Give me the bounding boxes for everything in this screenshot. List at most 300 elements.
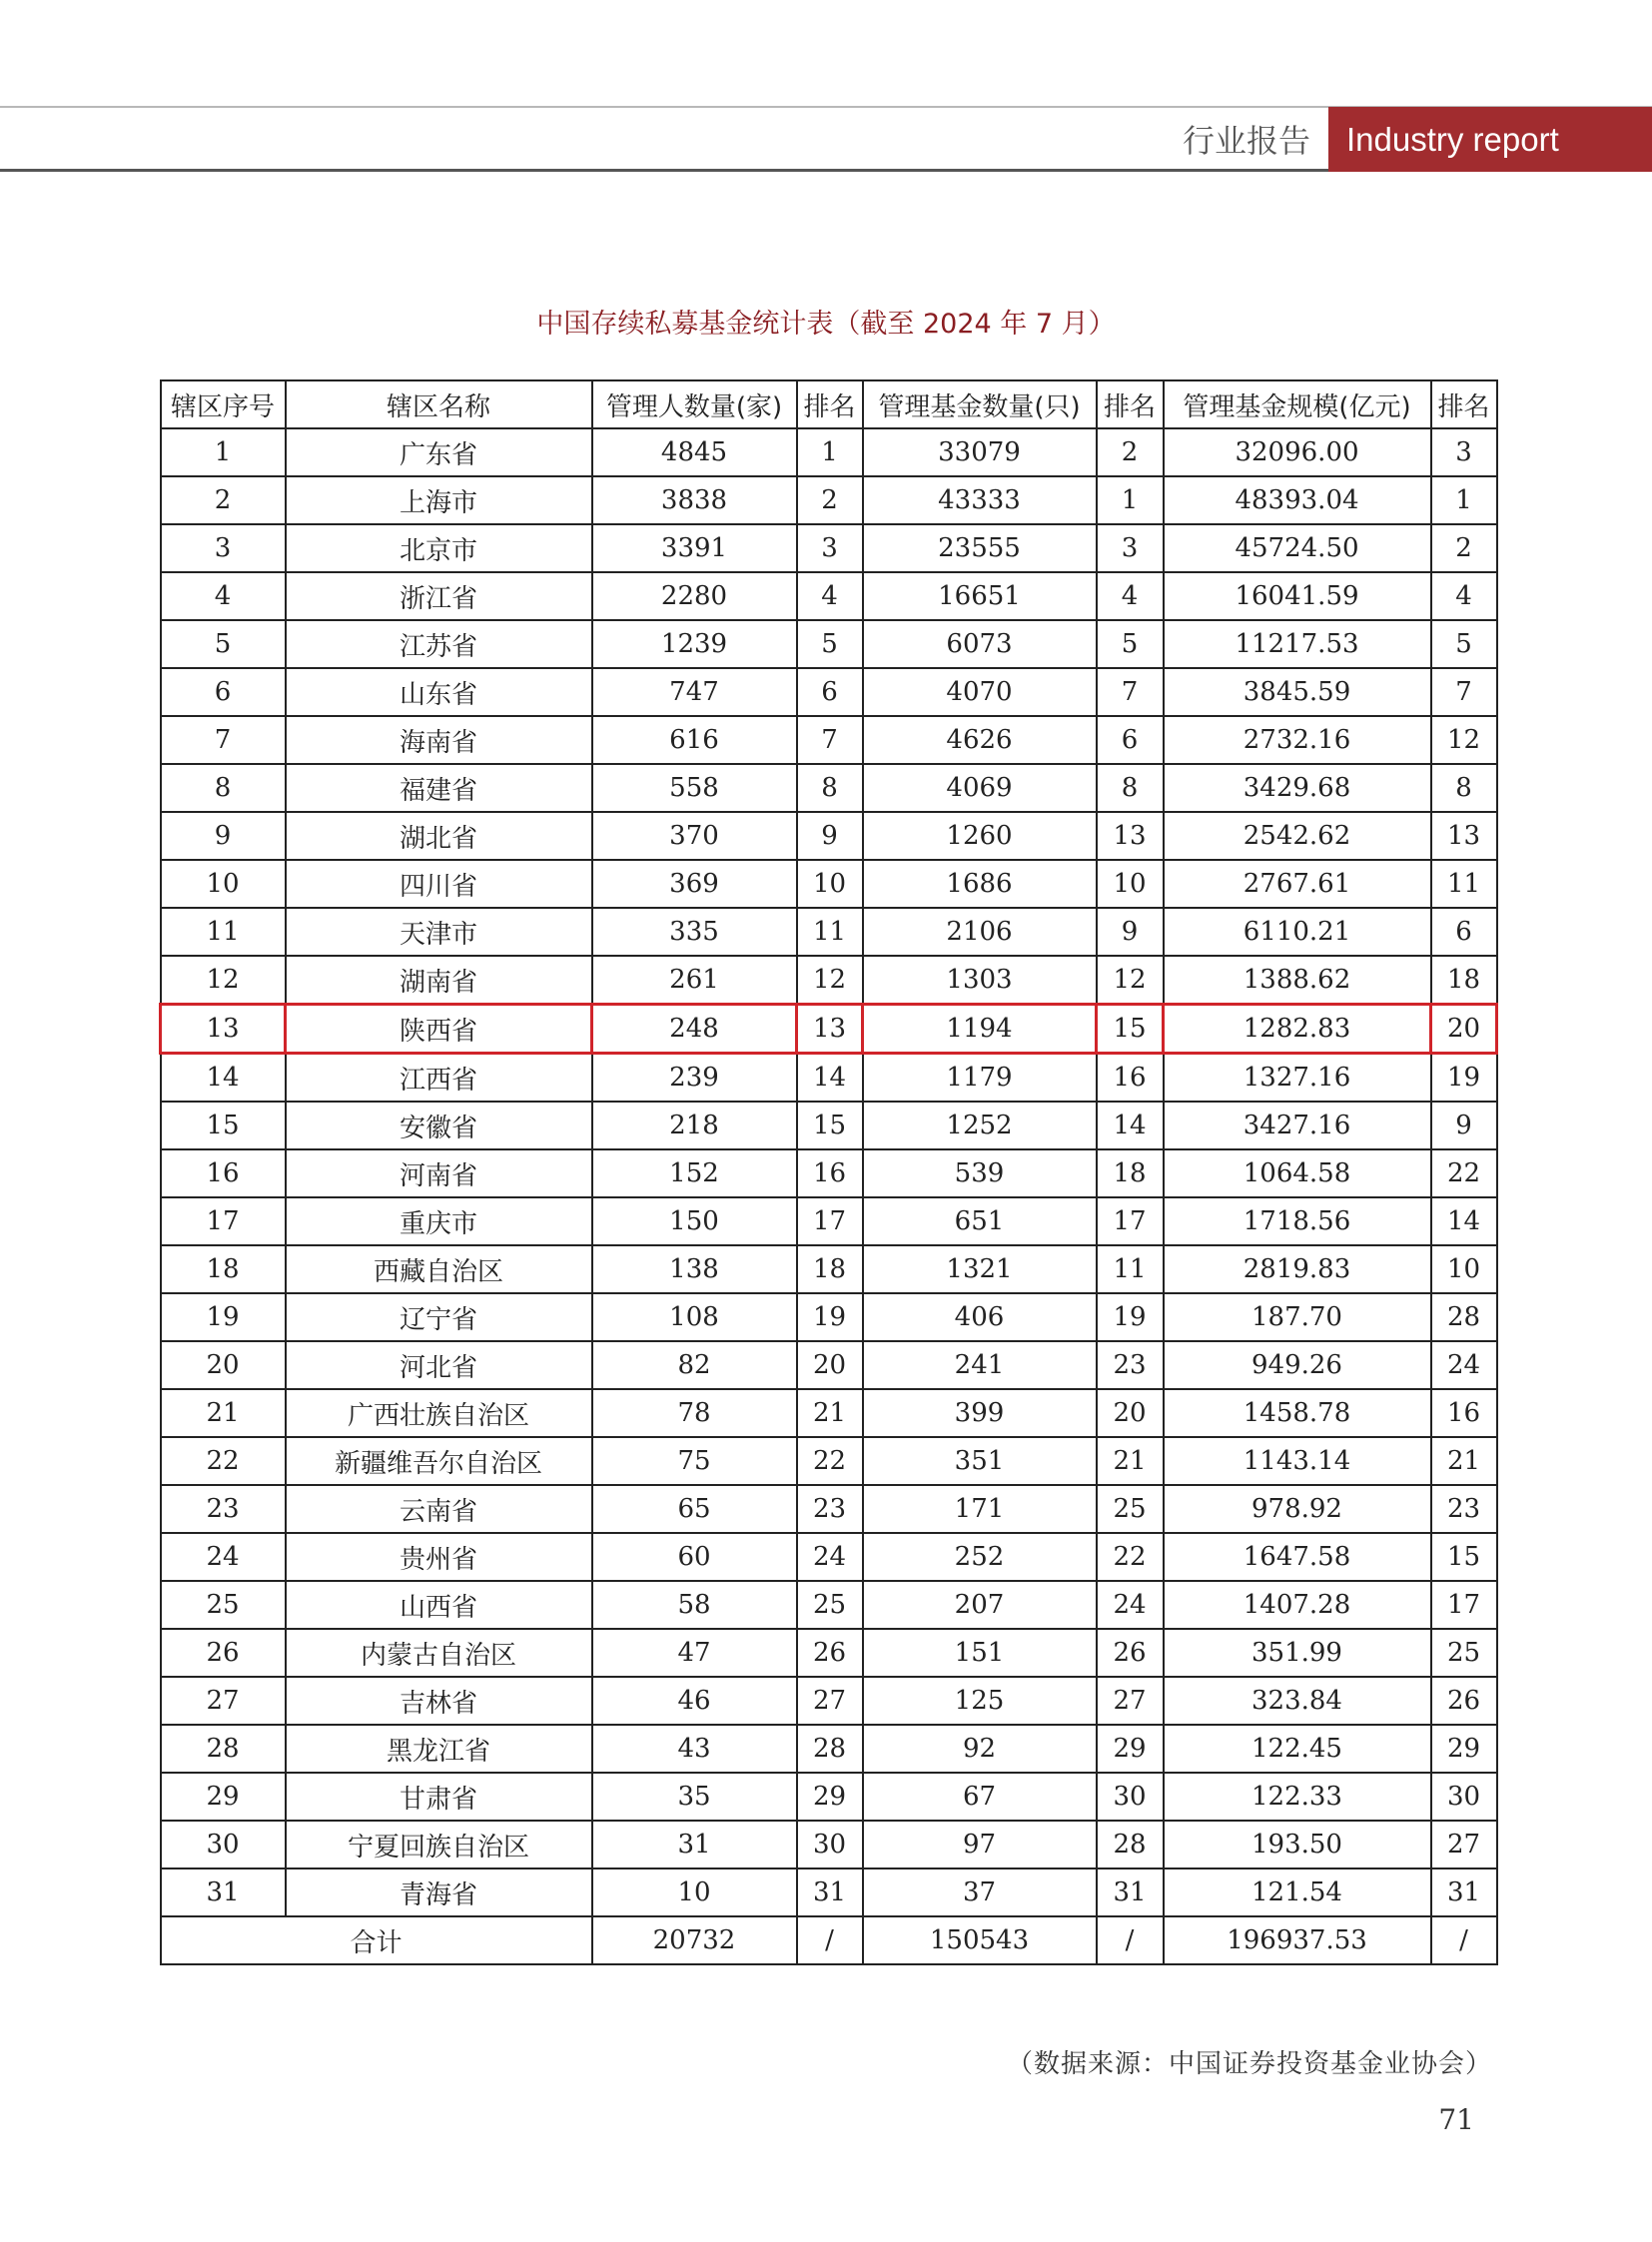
fund-rank-cell: 5 [1097, 620, 1164, 668]
fund-count-cell: 4626 [863, 716, 1097, 764]
manager-rank-cell: 14 [797, 1054, 863, 1103]
manager-count-cell: 152 [592, 1149, 797, 1197]
region-name-cell: 青海省 [286, 1868, 592, 1916]
table-row [161, 1533, 1497, 1581]
fund-rank-cell: 11 [1097, 1245, 1164, 1293]
manager-rank-cell: 12 [797, 956, 863, 1005]
manager-count-cell: 60 [592, 1533, 797, 1581]
table-row [161, 956, 1497, 1005]
manager-count-cell: 82 [592, 1341, 797, 1389]
manager-count-cell: 616 [592, 716, 797, 764]
region-number-cell: 15 [161, 1102, 286, 1149]
manager-rank-cell: 28 [797, 1725, 863, 1773]
region-number-cell: 26 [161, 1629, 286, 1677]
manager-rank-cell: 21 [797, 1389, 863, 1437]
total-managers: 20732 [592, 1916, 797, 1964]
fund-scale-cell: 16041.59 [1164, 572, 1431, 620]
fund-count-cell: 23555 [863, 524, 1097, 572]
fund-count-cell: 1179 [863, 1054, 1097, 1103]
region-number-cell: 13 [161, 1005, 286, 1054]
total-funds: 150543 [863, 1916, 1097, 1964]
scale-rank-cell: 30 [1431, 1773, 1497, 1821]
manager-count-cell: 138 [592, 1245, 797, 1293]
region-number-cell: 19 [161, 1293, 286, 1341]
manager-count-cell: 35 [592, 1773, 797, 1821]
region-name-cell: 新疆维吾尔自治区 [286, 1437, 592, 1485]
fund-scale-cell: 1064.58 [1164, 1149, 1431, 1197]
region-number-cell: 5 [161, 620, 286, 668]
table-row [161, 428, 1497, 476]
fund-rank-cell: 3 [1097, 524, 1164, 572]
manager-count-cell: 239 [592, 1054, 797, 1103]
region-name-cell: 黑龙江省 [286, 1725, 592, 1773]
manager-count-cell: 3838 [592, 476, 797, 524]
region-name-cell: 吉林省 [286, 1677, 592, 1725]
fund-scale-cell: 3427.16 [1164, 1102, 1431, 1149]
region-name-cell: 甘肃省 [286, 1773, 592, 1821]
region-name-cell: 安徽省 [286, 1102, 592, 1149]
table-row [161, 1102, 1497, 1149]
region-name-cell: 江苏省 [286, 620, 592, 668]
fund-scale-cell: 6110.21 [1164, 908, 1431, 956]
table-row [161, 620, 1497, 668]
region-name-cell: 四川省 [286, 860, 592, 908]
scale-rank-cell: 31 [1431, 1868, 1497, 1916]
fund-count-cell: 151 [863, 1629, 1097, 1677]
region-number-cell: 18 [161, 1245, 286, 1293]
manager-rank-cell: 10 [797, 860, 863, 908]
manager-count-cell: 4845 [592, 428, 797, 476]
section-label-en: Industry report [1328, 107, 1652, 172]
region-name-cell: 北京市 [286, 524, 592, 572]
fund-rank-cell: 31 [1097, 1868, 1164, 1916]
manager-rank-cell: 23 [797, 1485, 863, 1533]
fund-rank-cell: 6 [1097, 716, 1164, 764]
region-number-cell: 21 [161, 1389, 286, 1437]
region-number-cell: 16 [161, 1149, 286, 1197]
manager-count-cell: 46 [592, 1677, 797, 1725]
fund-rank-cell: 17 [1097, 1197, 1164, 1245]
fund-rank-cell: 20 [1097, 1389, 1164, 1437]
column-header: 辖区序号 [161, 380, 286, 428]
fund-rank-cell: 16 [1097, 1054, 1164, 1103]
fund-scale-cell: 122.45 [1164, 1725, 1431, 1773]
fund-count-cell: 4069 [863, 764, 1097, 812]
manager-rank-cell: 6 [797, 668, 863, 716]
manager-rank-cell: 3 [797, 524, 863, 572]
region-name-cell: 湖北省 [286, 812, 592, 860]
total-rank: / [1431, 1916, 1497, 1964]
region-name-cell: 贵州省 [286, 1533, 592, 1581]
region-number-cell: 4 [161, 572, 286, 620]
total-scale: 196937.53 [1164, 1916, 1431, 1964]
fund-scale-cell: 193.50 [1164, 1821, 1431, 1868]
fund-count-cell: 171 [863, 1485, 1097, 1533]
manager-count-cell: 335 [592, 908, 797, 956]
manager-count-cell: 10 [592, 1868, 797, 1916]
fund-rank-cell: 1 [1097, 476, 1164, 524]
scale-rank-cell: 4 [1431, 572, 1497, 620]
fund-count-cell: 37 [863, 1868, 1097, 1916]
manager-count-cell: 2280 [592, 572, 797, 620]
fund-rank-cell: 12 [1097, 956, 1164, 1005]
fund-scale-cell: 32096.00 [1164, 428, 1431, 476]
data-source-note: （数据来源：中国证券投资基金业协会） [1006, 2049, 1492, 2079]
manager-count-cell: 370 [592, 812, 797, 860]
fund-rank-cell: 4 [1097, 572, 1164, 620]
table-row [161, 908, 1497, 956]
fund-scale-cell: 323.84 [1164, 1677, 1431, 1725]
scale-rank-cell: 29 [1431, 1725, 1497, 1773]
table-row [161, 1821, 1497, 1868]
fund-rank-cell: 18 [1097, 1149, 1164, 1197]
table-row [161, 668, 1497, 716]
column-header: 辖区名称 [286, 380, 592, 428]
region-number-cell: 2 [161, 476, 286, 524]
fund-scale-cell: 2542.62 [1164, 812, 1431, 860]
fund-count-cell: 406 [863, 1293, 1097, 1341]
region-number-cell: 9 [161, 812, 286, 860]
table-row [161, 1054, 1497, 1103]
region-name-cell: 河北省 [286, 1341, 592, 1389]
column-header: 管理基金规模(亿元) [1164, 380, 1431, 428]
table-row [161, 1677, 1497, 1725]
manager-count-cell: 261 [592, 956, 797, 1005]
region-number-cell: 27 [161, 1677, 286, 1725]
region-number-cell: 11 [161, 908, 286, 956]
fund-count-cell: 97 [863, 1821, 1097, 1868]
fund-scale-cell: 978.92 [1164, 1485, 1431, 1533]
fund-scale-cell: 11217.53 [1164, 620, 1431, 668]
manager-rank-cell: 22 [797, 1437, 863, 1485]
table-row [161, 1149, 1497, 1197]
fund-count-cell: 16651 [863, 572, 1097, 620]
fund-rank-cell: 26 [1097, 1629, 1164, 1677]
fund-rank-cell: 8 [1097, 764, 1164, 812]
fund-scale-cell: 187.70 [1164, 1293, 1431, 1341]
scale-rank-cell: 5 [1431, 620, 1497, 668]
table-row [161, 1773, 1497, 1821]
scale-rank-cell: 17 [1431, 1581, 1497, 1629]
manager-rank-cell: 5 [797, 620, 863, 668]
region-number-cell: 28 [161, 1725, 286, 1773]
region-number-cell: 17 [161, 1197, 286, 1245]
scale-rank-cell: 2 [1431, 524, 1497, 572]
table-row [161, 1868, 1497, 1916]
manager-count-cell: 248 [592, 1005, 797, 1054]
fund-rank-cell: 28 [1097, 1821, 1164, 1868]
manager-count-cell: 47 [592, 1629, 797, 1677]
region-number-cell: 1 [161, 428, 286, 476]
table-row [161, 1437, 1497, 1485]
section-label-cn: 行业报告 [1182, 122, 1310, 160]
fund-count-cell: 1260 [863, 812, 1097, 860]
fund-scale-cell: 2732.16 [1164, 716, 1431, 764]
region-number-cell: 29 [161, 1773, 286, 1821]
manager-rank-cell: 11 [797, 908, 863, 956]
fund-statistics-table [159, 379, 1498, 1965]
fund-rank-cell: 14 [1097, 1102, 1164, 1149]
scale-rank-cell: 13 [1431, 812, 1497, 860]
table-row [161, 812, 1497, 860]
region-name-cell: 山西省 [286, 1581, 592, 1629]
scale-rank-cell: 25 [1431, 1629, 1497, 1677]
manager-count-cell: 218 [592, 1102, 797, 1149]
region-name-cell: 广东省 [286, 428, 592, 476]
fund-scale-cell: 1407.28 [1164, 1581, 1431, 1629]
scale-rank-cell: 14 [1431, 1197, 1497, 1245]
scale-rank-cell: 6 [1431, 908, 1497, 956]
manager-rank-cell: 20 [797, 1341, 863, 1389]
scale-rank-cell: 8 [1431, 764, 1497, 812]
column-header: 管理人数量(家) [592, 380, 797, 428]
manager-count-cell: 58 [592, 1581, 797, 1629]
manager-rank-cell: 8 [797, 764, 863, 812]
table-row [161, 1293, 1497, 1341]
manager-count-cell: 31 [592, 1821, 797, 1868]
fund-count-cell: 1252 [863, 1102, 1097, 1149]
manager-rank-cell: 18 [797, 1245, 863, 1293]
scale-rank-cell: 3 [1431, 428, 1497, 476]
table-row [161, 1389, 1497, 1437]
fund-scale-cell: 1718.56 [1164, 1197, 1431, 1245]
fund-rank-cell: 9 [1097, 908, 1164, 956]
table-row [161, 1197, 1497, 1245]
region-number-cell: 24 [161, 1533, 286, 1581]
manager-count-cell: 108 [592, 1293, 797, 1341]
region-name-cell: 江西省 [286, 1054, 592, 1103]
region-name-cell: 重庆市 [286, 1197, 592, 1245]
fund-rank-cell: 23 [1097, 1341, 1164, 1389]
region-name-cell: 海南省 [286, 716, 592, 764]
fund-rank-cell: 24 [1097, 1581, 1164, 1629]
fund-rank-cell: 22 [1097, 1533, 1164, 1581]
manager-count-cell: 78 [592, 1389, 797, 1437]
manager-rank-cell: 26 [797, 1629, 863, 1677]
fund-count-cell: 1303 [863, 956, 1097, 1005]
region-name-cell: 内蒙古自治区 [286, 1629, 592, 1677]
manager-count-cell: 747 [592, 668, 797, 716]
scale-rank-cell: 9 [1431, 1102, 1497, 1149]
manager-count-cell: 558 [592, 764, 797, 812]
region-name-cell: 天津市 [286, 908, 592, 956]
fund-count-cell: 43333 [863, 476, 1097, 524]
column-header: 管理基金数量(只) [863, 380, 1097, 428]
scale-rank-cell: 15 [1431, 1533, 1497, 1581]
scale-rank-cell: 27 [1431, 1821, 1497, 1868]
fund-rank-cell: 25 [1097, 1485, 1164, 1533]
table-row [161, 476, 1497, 524]
fund-count-cell: 1194 [863, 1005, 1097, 1054]
column-header: 排名 [1097, 380, 1164, 428]
column-header: 排名 [1431, 380, 1497, 428]
page-number: 71 [1438, 2103, 1474, 2136]
fund-rank-cell: 7 [1097, 668, 1164, 716]
scale-rank-cell: 20 [1431, 1005, 1497, 1054]
fund-rank-cell: 30 [1097, 1773, 1164, 1821]
scale-rank-cell: 23 [1431, 1485, 1497, 1533]
fund-count-cell: 651 [863, 1197, 1097, 1245]
fund-rank-cell: 2 [1097, 428, 1164, 476]
region-number-cell: 3 [161, 524, 286, 572]
scale-rank-cell: 1 [1431, 476, 1497, 524]
manager-count-cell: 65 [592, 1485, 797, 1533]
total-rank: / [797, 1916, 863, 1964]
fund-scale-cell: 1143.14 [1164, 1437, 1431, 1485]
scale-rank-cell: 26 [1431, 1677, 1497, 1725]
table-row [161, 1725, 1497, 1773]
region-name-cell: 福建省 [286, 764, 592, 812]
region-number-cell: 22 [161, 1437, 286, 1485]
manager-rank-cell: 9 [797, 812, 863, 860]
region-number-cell: 7 [161, 716, 286, 764]
manager-count-cell: 3391 [592, 524, 797, 572]
manager-rank-cell: 2 [797, 476, 863, 524]
manager-rank-cell: 15 [797, 1102, 863, 1149]
manager-rank-cell: 27 [797, 1677, 863, 1725]
table-row [161, 1581, 1497, 1629]
region-number-cell: 31 [161, 1868, 286, 1916]
fund-scale-cell: 351.99 [1164, 1629, 1431, 1677]
total-rank: / [1097, 1916, 1164, 1964]
table-row [161, 1629, 1497, 1677]
fund-scale-cell: 949.26 [1164, 1341, 1431, 1389]
fund-count-cell: 1321 [863, 1245, 1097, 1293]
region-number-cell: 14 [161, 1054, 286, 1103]
region-name-cell: 湖南省 [286, 956, 592, 1005]
region-name-cell: 上海市 [286, 476, 592, 524]
manager-rank-cell: 1 [797, 428, 863, 476]
fund-scale-cell: 1388.62 [1164, 956, 1431, 1005]
fund-count-cell: 1686 [863, 860, 1097, 908]
manager-count-cell: 75 [592, 1437, 797, 1485]
table-row [161, 716, 1497, 764]
fund-count-cell: 241 [863, 1341, 1097, 1389]
fund-scale-cell: 2819.83 [1164, 1245, 1431, 1293]
fund-rank-cell: 13 [1097, 812, 1164, 860]
region-number-cell: 23 [161, 1485, 286, 1533]
fund-scale-cell: 121.54 [1164, 1868, 1431, 1916]
fund-rank-cell: 21 [1097, 1437, 1164, 1485]
table-row [161, 1341, 1497, 1389]
fund-count-cell: 351 [863, 1437, 1097, 1485]
fund-rank-cell: 29 [1097, 1725, 1164, 1773]
scale-rank-cell: 19 [1431, 1054, 1497, 1103]
fund-scale-cell: 1327.16 [1164, 1054, 1431, 1103]
fund-scale-cell: 1458.78 [1164, 1389, 1431, 1437]
fund-scale-cell: 2767.61 [1164, 860, 1431, 908]
region-name-cell: 河南省 [286, 1149, 592, 1197]
table-total-row [161, 1916, 1497, 1964]
table-row [161, 1485, 1497, 1533]
region-name-cell: 陕西省 [286, 1005, 592, 1054]
fund-count-cell: 33079 [863, 428, 1097, 476]
region-number-cell: 12 [161, 956, 286, 1005]
manager-count-cell: 43 [592, 1725, 797, 1773]
region-number-cell: 25 [161, 1581, 286, 1629]
manager-rank-cell: 13 [797, 1005, 863, 1054]
manager-rank-cell: 17 [797, 1197, 863, 1245]
table-header-row [161, 380, 1497, 428]
fund-count-cell: 399 [863, 1389, 1097, 1437]
header-bottom-rule [0, 169, 1328, 172]
region-name-cell: 辽宁省 [286, 1293, 592, 1341]
fund-scale-cell: 3429.68 [1164, 764, 1431, 812]
manager-rank-cell: 19 [797, 1293, 863, 1341]
manager-count-cell: 1239 [592, 620, 797, 668]
manager-rank-cell: 30 [797, 1821, 863, 1868]
region-name-cell: 山东省 [286, 668, 592, 716]
region-number-cell: 20 [161, 1341, 286, 1389]
table-row [161, 764, 1497, 812]
fund-rank-cell: 27 [1097, 1677, 1164, 1725]
fund-scale-cell: 1647.58 [1164, 1533, 1431, 1581]
manager-rank-cell: 16 [797, 1149, 863, 1197]
column-header: 排名 [797, 380, 863, 428]
fund-count-cell: 4070 [863, 668, 1097, 716]
fund-scale-cell: 48393.04 [1164, 476, 1431, 524]
table-title: 中国存续私募基金统计表（截至 2024 年 7 月） [536, 309, 1116, 340]
scale-rank-cell: 12 [1431, 716, 1497, 764]
table-row [161, 572, 1497, 620]
fund-count-cell: 6073 [863, 620, 1097, 668]
region-name-cell: 宁夏回族自治区 [286, 1821, 592, 1868]
fund-count-cell: 67 [863, 1773, 1097, 1821]
scale-rank-cell: 18 [1431, 956, 1497, 1005]
fund-rank-cell: 19 [1097, 1293, 1164, 1341]
fund-count-cell: 539 [863, 1149, 1097, 1197]
scale-rank-cell: 22 [1431, 1149, 1497, 1197]
table-row [161, 1245, 1497, 1293]
manager-count-cell: 150 [592, 1197, 797, 1245]
fund-count-cell: 92 [863, 1725, 1097, 1773]
scale-rank-cell: 7 [1431, 668, 1497, 716]
total-label: 合计 [161, 1916, 592, 1964]
manager-rank-cell: 31 [797, 1868, 863, 1916]
manager-rank-cell: 7 [797, 716, 863, 764]
region-number-cell: 30 [161, 1821, 286, 1868]
table-row [161, 860, 1497, 908]
scale-rank-cell: 21 [1431, 1437, 1497, 1485]
table-row [161, 524, 1497, 572]
fund-count-cell: 207 [863, 1581, 1097, 1629]
table-body [161, 428, 1497, 1916]
fund-rank-cell: 10 [1097, 860, 1164, 908]
fund-scale-cell: 3845.59 [1164, 668, 1431, 716]
scale-rank-cell: 24 [1431, 1341, 1497, 1389]
fund-count-cell: 2106 [863, 908, 1097, 956]
fund-rank-cell: 15 [1097, 1005, 1164, 1054]
manager-rank-cell: 29 [797, 1773, 863, 1821]
manager-rank-cell: 25 [797, 1581, 863, 1629]
fund-count-cell: 252 [863, 1533, 1097, 1581]
region-name-cell: 云南省 [286, 1485, 592, 1533]
fund-scale-cell: 122.33 [1164, 1773, 1431, 1821]
fund-count-cell: 125 [863, 1677, 1097, 1725]
scale-rank-cell: 11 [1431, 860, 1497, 908]
region-number-cell: 10 [161, 860, 286, 908]
fund-scale-cell: 45724.50 [1164, 524, 1431, 572]
table-row [161, 1005, 1497, 1054]
region-name-cell: 浙江省 [286, 572, 592, 620]
scale-rank-cell: 28 [1431, 1293, 1497, 1341]
scale-rank-cell: 16 [1431, 1389, 1497, 1437]
region-name-cell: 广西壮族自治区 [286, 1389, 592, 1437]
manager-rank-cell: 4 [797, 572, 863, 620]
manager-count-cell: 369 [592, 860, 797, 908]
region-number-cell: 6 [161, 668, 286, 716]
manager-rank-cell: 24 [797, 1533, 863, 1581]
